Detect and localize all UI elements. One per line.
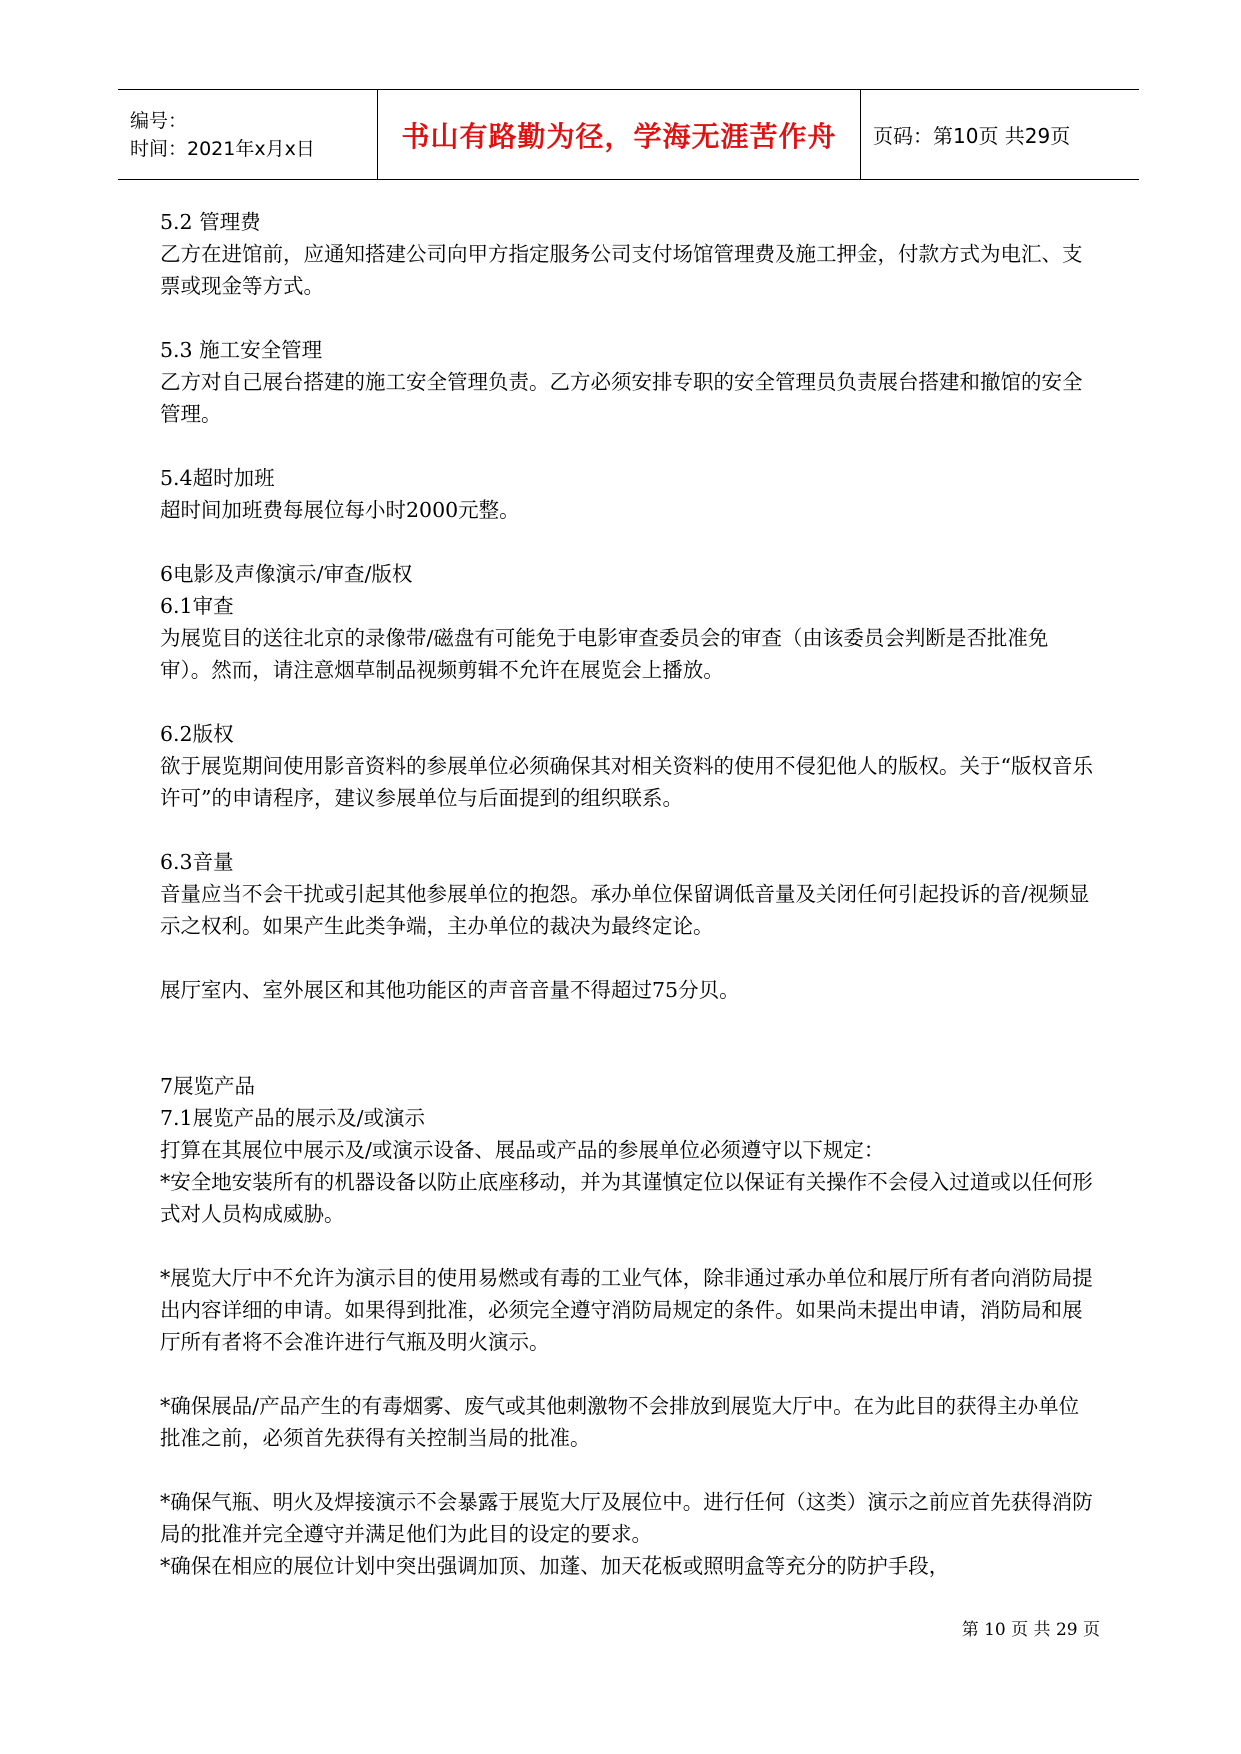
paragraph-gap (160, 1454, 1095, 1486)
paragraph-gap (160, 1358, 1095, 1390)
paragraph: 为展览目的送往北京的录像带/磁盘有可能免于电影审查委员会的审查（由该委员会判断是否批准免审）。然而，请注意烟草制品视频剪辑不允许在展览会上播放。 (160, 626, 1049, 682)
paragraph: 乙方在进馆前，应通知搭建公司向甲方指定服务公司支付场馆管理费及施工押金，付款方式为电汇、支票或现金等方式。 (160, 242, 1083, 298)
paragraph: 打算在其展位中展示及/或演示设备、展品或产品的参展单位必须遵守以下规定： (160, 1138, 885, 1162)
paragraph: 6.2版权 (160, 722, 234, 746)
paragraph: 6.3音量 (160, 850, 234, 874)
paragraph: *展览大厅中不允许为演示目的使用易燃或有毒的工业气体，除非通过承办单位和展厅所有者向消防局提出内容详细的申请。如果得到批准，必须完全遵守消防局规定的条件。如果尚未提出申请，消防局和展厅所有者将不会准许进行气瓶及明火演示。 (160, 1266, 1093, 1354)
paragraph: 音量应当不会干扰或引起其他参展单位的抱怨。承办单位保留调低音量及关闭任何引起投诉的音/视频显示之权利。如果产生此类争端，主办单位的裁决为最终定论。 (160, 882, 1090, 938)
document-time-label: 时间：2021年x月x日 (130, 137, 315, 160)
paragraph-gap (160, 526, 1095, 558)
paragraph: *安全地安装所有的机器设备以防止底座移动，并为其谨慎定位以保证有关操作不会侵入过道或以任何形式对人员构成威胁。 (160, 1170, 1093, 1226)
paragraph-gap (160, 302, 1095, 334)
paragraph: 6.1审查 (160, 594, 234, 618)
paragraph-gap (160, 430, 1095, 462)
paragraph: 7展览产品 (160, 1074, 256, 1098)
paragraph: *确保气瓶、明火及焊接演示不会暴露于展览大厅及展位中。进行任何（这类）演示之前应首先获得消防局的批准并完全遵守并满足他们为此目的设定的要求。 (160, 1490, 1093, 1546)
paragraph: 超时间加班费每展位每小时2000元整。 (160, 498, 520, 522)
paragraph: *确保展品/产品产生的有毒烟雾、废气或其他刺激物不会排放到展览大厅中。在为此目的获得主办单位批准之前，必须首先获得有关控制当局的批准。 (160, 1394, 1080, 1450)
paragraph: 展厅室内、室外展区和其他功能区的声音音量不得超过75分贝。 (160, 978, 740, 1002)
paragraph-gap (160, 1038, 1095, 1070)
paragraph-gap (160, 814, 1095, 846)
paragraph-gap (160, 686, 1095, 718)
paragraph: 欲于展览期间使用影音资料的参展单位必须确保其对相关资料的使用不侵犯他人的版权。关于“版权音乐许可”的申请程序，建议参展单位与后面提到的组织联系。 (160, 754, 1093, 810)
header-page-info: 页码：第10页 共29页 (873, 124, 1071, 148)
paragraph: *确保在相应的展位计划中突出强调加顶、加蓬、加天花板或照明盒等充分的防护手段， (160, 1554, 950, 1578)
paragraph: 5.4超时加班 (160, 466, 275, 490)
paragraph: 5.3 施工安全管理 (160, 338, 323, 362)
document-number-label: 编号： (130, 109, 188, 132)
paragraph: 5.2 管理费 (160, 210, 261, 234)
header-motto: 书山有路勤为径，学海无涯苦作舟 (378, 90, 861, 179)
paragraph-gap (160, 942, 1095, 974)
paragraph-gap (160, 1230, 1095, 1262)
page-footer: 第 10 页 共 29 页 (961, 1620, 1100, 1640)
page-header (118, 89, 1139, 180)
paragraph-gap (160, 1006, 1095, 1038)
paragraph: 6电影及声像演示/审查/版权 (160, 562, 413, 586)
paragraph: 乙方对自己展台搭建的施工安全管理负责。乙方必须安排专职的安全管理员负责展台搭建和撤馆的安全管理。 (160, 370, 1083, 426)
paragraph: 7.1展览产品的展示及/或演示 (160, 1106, 426, 1130)
header-meta (118, 90, 378, 179)
document-body (160, 206, 1095, 1582)
